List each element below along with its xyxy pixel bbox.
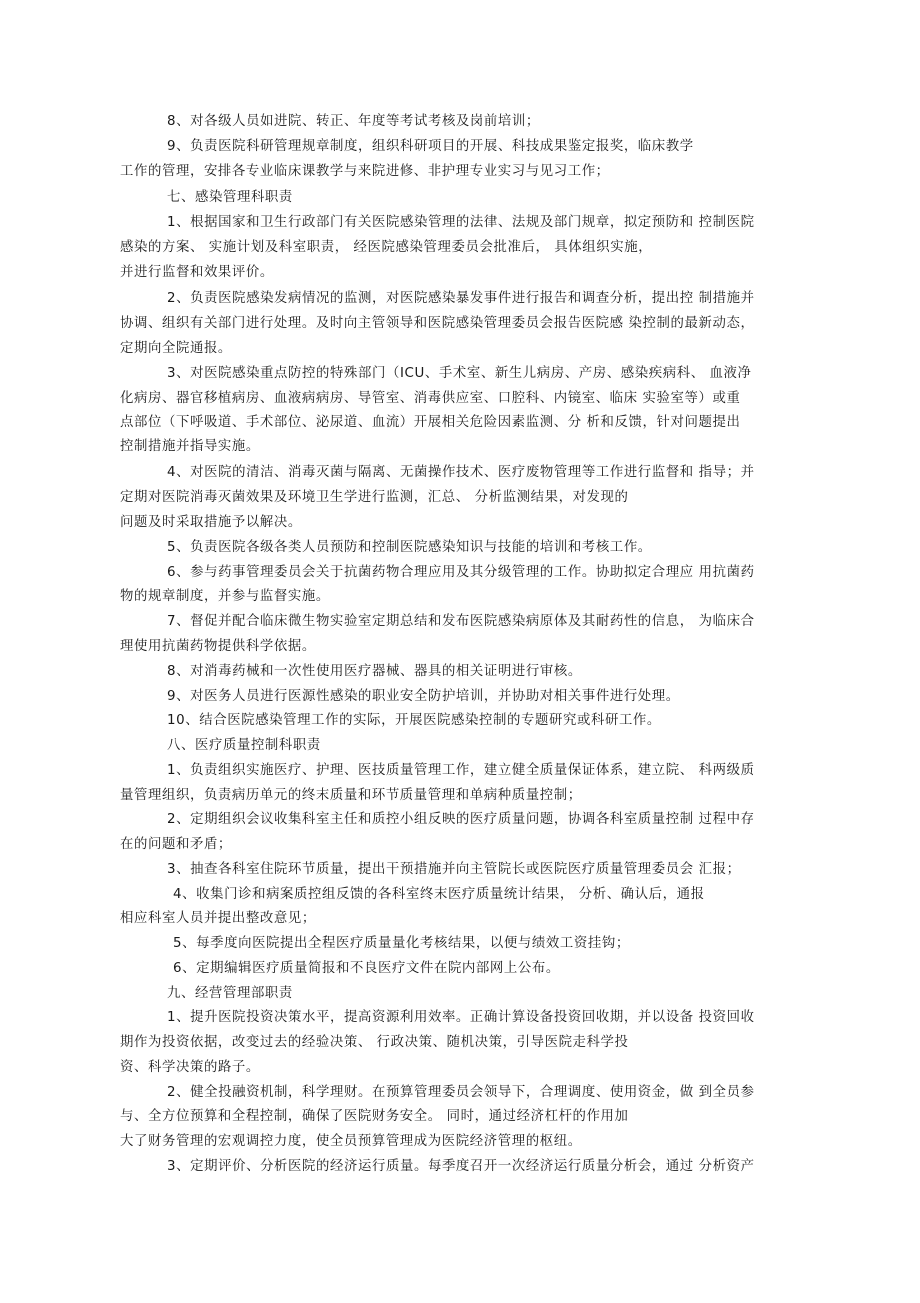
text-line: 9、对医务人员进行医源性感染的职业安全防护培训，并协助对相关事件进行处理。: [167, 689, 680, 704]
text-line: 1、根据国家和卫生行政部门有关医院感染管理的法律、法规及部门规章，拟定预防和 控制医院: [167, 215, 755, 230]
text-line: 3、抽查各科室住院环节质量，提出干预措施并向主管院长或医院医疗质量管理委员会 汇报；: [167, 862, 741, 877]
text-line: 1、提升医院投资决策水平，提高资源利用效率。正确计算设备投资回收期，并以设备 投资回收: [167, 1010, 755, 1025]
section-heading: 九、经营管理部职责: [167, 986, 293, 1001]
text-line: 工作的管理，安排各专业临床课教学与来院进修、非护理专业实习与见习工作；: [120, 164, 610, 179]
text-line: 感染的方案、 实施计划及科室职责， 经医院感染管理委员会批准后， 具体组织实施，: [120, 240, 653, 255]
text-line: 2、定期组织会议收集科室主任和质控小组反映的医疗质量问题，协调各科室质量控制 过程中存: [167, 812, 755, 827]
text-line: 期作为投资依据，改变过去的经验决策、 行政决策、随机决策，引导医院走科学投: [120, 1035, 629, 1050]
section-heading: 七、感染管理科职责: [167, 190, 293, 205]
text-line: 5、每季度向医院提出全程医疗质量量化考核结果，以便与绩效工资挂钩；: [173, 936, 630, 951]
text-line: 并进行监督和效果评价。: [120, 265, 274, 280]
text-line: 3、对医院感染重点防控的特殊部门（ICU、手术室、新生儿病房、产房、感染疾病科、 血液净: [167, 366, 752, 381]
text-line: 5、负责医院各级各类人员预防和控制医院感染知识与技能的培训和考核工作。: [167, 540, 652, 555]
text-line: 大了财务管理的宏观调控力度，使全员预算管理成为医院经济管理的枢纽。: [120, 1134, 582, 1149]
text-line: 7、督促并配合临床微生物实验室定期总结和发布医院感染病原体及其耐药性的信息， 为临床合: [167, 614, 755, 629]
text-line: 1、负责组织实施医疗、护理、医技质量管理工作，建立健全质量保证体系，建立院、 科两级质: [167, 763, 755, 778]
text-line: 在的问题和矛盾；: [120, 837, 232, 852]
section-heading: 八、医疗质量控制科职责: [167, 738, 321, 753]
text-line: 与、全方位预算和全程控制，确保了医院财务安全。 同时，通过经济杠杆的作用加: [120, 1109, 629, 1124]
text-line: 理使用抗菌药物提供科学依据。: [120, 639, 316, 654]
text-line: 8、对各级人员如进院、转正、年度等考试考核及岗前培训；: [167, 114, 540, 129]
text-line: 3、定期评价、分析医院的经济运行质量。每季度召开一次经济运行质量分析会，通过 分析资产: [167, 1159, 755, 1174]
text-line: 化病房、器官移植病房、血液病病房、导管室、消毒供应室、口腔科、内镜室、临床 实验室等）或重: [120, 391, 741, 406]
text-line: 4、对医院的清洁、消毒灭菌与隔离、无菌操作技术、医疗废物管理等工作进行监督和 指导；并: [167, 465, 755, 480]
text-line: 2、负责医院感染发病情况的监测，对医院感染暴发事件进行报告和调查分析，提出控 制措施并: [167, 291, 755, 306]
text-line: 2、健全投融资机制，科学理财。在预算管理委员会领导下，合理调度、使用资金，做 到全员参: [167, 1085, 755, 1100]
text-line: 物的规章制度，并参与监督实施。: [120, 589, 330, 604]
text-line: 点部位（下呼吸道、手术部位、泌尿道、血流）开展相关危险因素监测、分 析和反馈，针对问题提出: [120, 415, 741, 430]
text-line: 控制措施并指导实施。: [120, 439, 260, 454]
text-line: 4、收集门诊和病案质控组反馈的各科室终末医疗质量统计结果， 分析、确认后，通报: [173, 887, 705, 902]
text-line: 量管理组织，负责病历单元的终末质量和环节质量管理和单病种质量控制；: [120, 788, 582, 803]
text-line: 相应科室人员并提出整改意见；: [120, 911, 316, 926]
text-line: 协调、组织有关部门进行处理。及时向主管领导和医院感染管理委员会报告医院感 染控制的最新动态，: [120, 316, 755, 331]
text-line: 6、参与药事管理委员会关于抗菌药物合理应用及其分级管理的工作。协助拟定合理应 用抗菌药: [167, 565, 755, 580]
text-line: 问题及时采取措施予以解决。: [120, 515, 302, 530]
text-line: 9、负责医院科研管理规章制度，组织科研项目的开展、科技成果鉴定报奖，临床教学: [167, 139, 694, 154]
text-line: 定期对医院消毒灭菌效果及环境卫生学进行监测，汇总、 分析监测结果，对发现的: [120, 490, 629, 505]
text-line: 资、科学决策的路子。: [120, 1060, 260, 1075]
text-line: 10、结合医院感染管理工作的实际，开展医院感染控制的专题研究或科研工作。: [167, 713, 661, 728]
text-line: 6、定期编辑医疗质量简报和不良医疗文件在院内部网上公布。: [173, 961, 560, 976]
text-line: 8、对消毒药械和一次性使用医疗器械、器具的相关证明进行审核。: [167, 664, 582, 679]
text-line: 定期向全院通报。: [120, 341, 232, 356]
